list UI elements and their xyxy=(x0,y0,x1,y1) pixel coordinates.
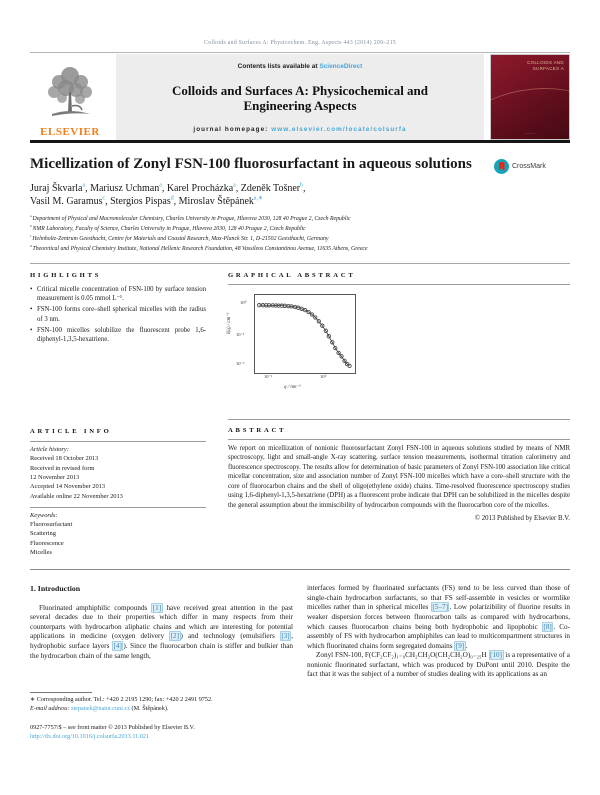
y-tick-label: 10⁻¹ xyxy=(236,331,245,337)
contents-prefix: Contents lists available at xyxy=(237,63,320,70)
keywords-label: Keywords: xyxy=(30,511,58,519)
abstract-text: We report on micellization of nonionic fluorosurfactant Zonyl FSN-100 in aqueous solutions studied by means of NMR spectroscopy, light and small-angle X-ray scattering, surface tension measurements, isothermal titration calorimetry and fluorescence spectroscopy. The results allow for determination of basic parameters of Zonyl FSN-100 association like critical micellar concentration, size and association number of Zonyl FSN-100 micelles which have a core–shell structure with the core of fluorocarbon chains and the shell of oligo(ethylene oxide) chains. Time-resolved fluorescence spectroscopy studies using 1,6-diphenyl-1,3,5-hexatriene (DPH) as a fluorescent probe indicate that DPH can be solubilized in the micelles despite the general assumption about the immiscibility of hydrocarbon compounds with the fluorocarbon core of the micelles. xyxy=(228,444,570,509)
keyword: Fluorosurfactant xyxy=(30,521,73,529)
journal-cover-thumbnail xyxy=(490,54,570,140)
affiliation-c xyxy=(30,234,570,244)
superscript: d xyxy=(170,195,174,202)
citation-ref-link[interactable]: [2] xyxy=(170,632,179,641)
contents-list-line xyxy=(122,63,478,70)
body-top-rule xyxy=(30,569,570,570)
homepage-url-link[interactable]: www.elsevier.com/locate/colsurfa xyxy=(271,126,407,133)
history-line: Received in revised form xyxy=(30,464,95,472)
y-tick-label: 10⁰ xyxy=(240,299,247,305)
superscript: a xyxy=(159,182,162,189)
text-segment: . xyxy=(465,641,468,650)
sciencedirect-link[interactable]: ScienceDirect xyxy=(319,63,363,70)
highlights-ga-row xyxy=(30,272,570,423)
text-segment: Juraj Škvarla xyxy=(30,183,83,194)
journal-title-line2: Engineering Aspects xyxy=(243,98,357,113)
citation-ref-link[interactable]: [10] xyxy=(490,651,503,660)
publisher-footer xyxy=(30,723,302,742)
scattering-curve-plot xyxy=(255,295,355,373)
citation-ref-link[interactable]: [8] xyxy=(543,622,552,631)
text-segment: , Stergios Pispas xyxy=(105,196,171,207)
text-segment: , hydrophobic surface layers xyxy=(30,632,293,650)
article-history-label: Article history: xyxy=(30,446,69,454)
chart-y-axis-label: I(q) / cm⁻¹ xyxy=(227,312,232,334)
superscript: b xyxy=(30,223,33,228)
article-info-rule xyxy=(30,441,206,442)
issn-line: 0927-7757/$ – see front matter © 2013 Published by Elsevier B.V. xyxy=(30,723,195,731)
text-segment: , xyxy=(303,183,306,194)
masthead-center-panel xyxy=(116,54,484,140)
text-segment: is a representative of a nonionic fluorinated surfactant, which was produced by DuPont until 2010. Despite the fact that it was the subject of a number of studies dealing with its applications as an xyxy=(307,651,570,679)
journal-title-line1: Colloids and Surfaces A: Physicochemical and xyxy=(171,82,429,98)
y-tick-label: 10⁻² xyxy=(236,360,245,366)
text-segment: Fluorinated amphiphilic compounds xyxy=(39,603,152,612)
x-tick-label: 10⁻¹ xyxy=(264,373,273,379)
affiliations xyxy=(30,214,570,254)
body-columns xyxy=(30,584,570,680)
footnote-rule xyxy=(30,692,92,693)
body-column-right xyxy=(307,584,570,680)
introduction-heading: 1. Introduction xyxy=(30,584,81,594)
history-line: Available online 22 November 2013 xyxy=(30,492,123,500)
superscript: a xyxy=(30,214,33,218)
text-segment: Theoretical and Physical Chemistry Institute, National Hellenic Research Foundation, 48 Vassileos Constantinou Avenue, 11635 Athens, Greece xyxy=(32,245,368,252)
highlight-item: • FSN-100 micelles solubilize the fluorescent probe 1,6-diphenyl-1,3,5-hexatriene. xyxy=(30,326,206,344)
copyright-line: © 2013 Published by Elsevier B.V. xyxy=(474,515,570,523)
chart-plot-area xyxy=(254,294,356,374)
graphical-abstract-heading: GRAPHICAL ABSTRACT xyxy=(228,271,356,279)
highlight-item: • Critical micelle concentration of FSN-100 by surface tension measurement is 0.05 mmol L⁻¹. xyxy=(30,285,206,303)
history-line: Accepted 14 November 2013 xyxy=(30,483,106,491)
article-info-section xyxy=(30,427,206,558)
info-abstract-row xyxy=(30,427,570,558)
text-segment: have received great attention in the past several decades due to their properties which differ in many respects from their counterparts with hydrocarbon aliphatic chains and which are interesting for potential applications in medicine (oxygen delivery xyxy=(30,603,293,641)
text-segment: , Zdeněk Tošner xyxy=(235,183,301,194)
affiliation-d xyxy=(30,244,570,254)
intro-paragraph xyxy=(307,584,570,651)
crossmark-badge[interactable] xyxy=(494,159,570,174)
keyword: Scattering xyxy=(30,530,56,538)
article-title: Micellization of Zonyl FSN-100 fluorosurfactant in aqueous solutions xyxy=(30,156,472,172)
homepage-label: journal homepage: xyxy=(193,126,272,133)
highlights-section xyxy=(30,272,206,423)
keywords-rule xyxy=(30,507,206,508)
header-top-rule xyxy=(30,52,570,53)
keyword: Fluorescence xyxy=(30,539,64,547)
corresponding-author-note: ∗ Corresponding author. Tel.: +420 2 2195 1290; fax: +420 2 2491 9752. xyxy=(30,696,213,703)
footnote-block xyxy=(30,692,302,742)
journal-masthead xyxy=(30,54,570,140)
text-segment: ). Since the fluorocarbon chain is stiffer and bulkier than the hydrocarbon chain of the same length, xyxy=(30,641,294,660)
text-segment: Vasil M. Garamus xyxy=(30,196,103,207)
superscript: c xyxy=(102,195,106,202)
crossmark-icon xyxy=(494,159,509,174)
text-segment: . Low polarizibility of fluorine results in weaker dispersion forces between fluorocarbon tails as compared with hydrocarbons, which causes fluorocarbon chains being both hydrophobic and lipophobic xyxy=(307,603,570,631)
text-segment: interfaces formed by fluorinated surfactants (FS) tend to be less curved than those of single-chain hydrocarbon surfactants, so that FS self-assemble in vesicles or wormlike micelles rather than in spherical micelles xyxy=(307,584,570,612)
abstract-section xyxy=(228,427,570,558)
x-tick-label: 10⁰ xyxy=(320,373,327,379)
text-link[interactable]: stepanek@natur.cuni.cz xyxy=(71,704,130,712)
citation-ref-link[interactable]: [9] xyxy=(455,641,465,650)
highlight-item: • FSN-100 forms core–shell spherical micelles with the radius of 3 nm. xyxy=(30,305,206,323)
text-segment: , Miroslav Štěpánek xyxy=(173,196,254,207)
journal-cover-title: COLLOIDS AND SURFACES A xyxy=(527,60,564,71)
elsevier-wordmark: ELSEVIER xyxy=(40,126,100,138)
citation-ref-link[interactable]: [4] xyxy=(113,641,122,650)
citation-ref-link[interactable]: [1] xyxy=(152,603,162,612)
history-line: Received 18 October 2013 xyxy=(30,455,99,463)
highlights-list xyxy=(30,285,206,345)
citation-ref-link[interactable]: [3] xyxy=(281,632,290,641)
crossmark-label: CrossMark xyxy=(512,163,546,170)
text-segment: NMR Laboratory, Faculty of Science, Charles University in Prague, Hlavova 2030, 128 40 Prague 2, Czech Republic xyxy=(32,225,306,232)
authors-line-2 xyxy=(30,195,570,208)
citation-ref-link[interactable]: [5–7] xyxy=(432,603,448,612)
journal-cover-footer: ——— xyxy=(524,131,536,135)
authors-line-1 xyxy=(30,182,570,195)
elsevier-logo xyxy=(30,54,110,140)
intro-paragraph xyxy=(30,604,293,661)
keyword: Micelles xyxy=(30,548,53,556)
author-list xyxy=(30,182,570,208)
highlights-heading: HIGHLIGHTS xyxy=(30,271,102,279)
superscript: b xyxy=(300,182,304,189)
title-block xyxy=(30,156,570,174)
article-info-heading: ARTICLE INFO xyxy=(30,427,112,435)
text-segment: Helmholtz-Zentrum Geesthacht, Centre for Materials and Coastal Research, Max-Planck Str. 1, D-21502 Geesthacht, Germany xyxy=(32,235,329,242)
chart-x-axis-label: q / nm⁻¹ xyxy=(284,384,301,390)
elsevier-tree-logo-icon xyxy=(42,62,98,125)
text-segment: Department of Physical and Macromolecular Chemistry, Charles University in Prague, Hlavova 2030, 128 40 Prague 2, Czech Republic xyxy=(32,215,351,222)
running-head-citation: Colloids and Surfaces A: Physicochem. Eng. Aspects 443 (2014) 209–215 xyxy=(204,40,396,46)
superscript: c xyxy=(30,233,33,238)
abstract-rule xyxy=(228,439,570,440)
text-segment: (M. Štěpánek). xyxy=(130,704,169,712)
section-divider xyxy=(30,263,570,264)
text-segment: ) and technology (emulsifiers xyxy=(180,632,280,641)
affiliation-b xyxy=(30,224,570,234)
text-segment: , Karel Procházka xyxy=(161,183,234,194)
body-column-left xyxy=(30,584,293,680)
text-segment: , Mariusz Uchman xyxy=(85,183,160,194)
superscript: d xyxy=(30,243,33,248)
masthead-bottom-rule xyxy=(30,140,570,143)
doi-link[interactable]: http://dx.doi.org/10.1016/j.colsurfa.2013.11.021 xyxy=(30,733,150,741)
text-segment: . Co-assembly of FS with hydrocarbon amphiphiles can lead to multicompartment structures in which fluorinated chains form segregated domains xyxy=(307,622,570,650)
ga-rule-top xyxy=(228,284,570,285)
affiliation-a xyxy=(30,214,570,224)
graphical-abstract-chart xyxy=(228,288,570,416)
graphical-abstract-section xyxy=(228,272,570,423)
superscript: a,∗ xyxy=(253,195,263,202)
email-line xyxy=(30,705,302,714)
abstract-heading: ABSTRACT xyxy=(228,426,287,434)
ga-rule-bottom xyxy=(228,419,570,420)
text-segment: Zonyl FSN-100, F(CF₂CF₂)₁₋₉CH₂CH₂O(CH₂CH₂O)₀₋₂₅H xyxy=(316,651,489,660)
journal-homepage-line xyxy=(122,126,478,133)
history-line: 12 November 2013 xyxy=(30,474,80,482)
intro-paragraph xyxy=(307,651,570,680)
text-segment: E-mail address: xyxy=(30,704,72,712)
superscript: a xyxy=(82,182,86,189)
journal-title xyxy=(122,83,478,114)
superscript: a xyxy=(233,182,236,189)
